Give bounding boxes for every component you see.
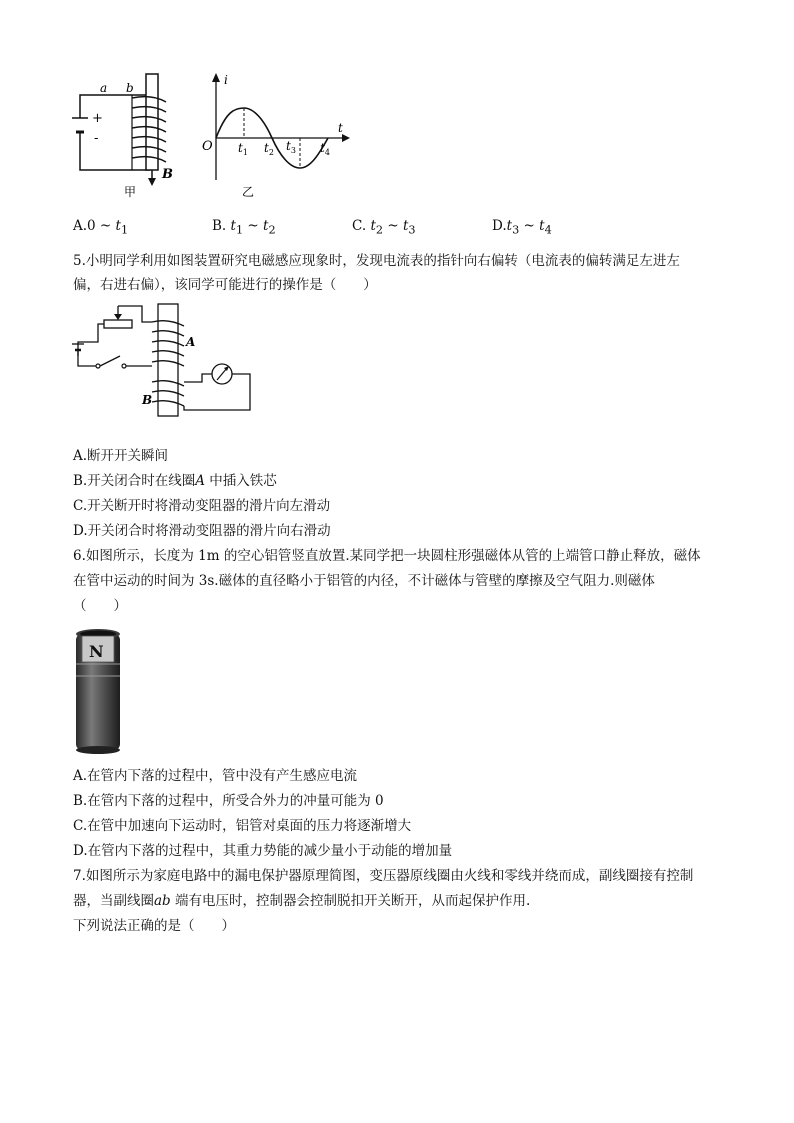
q4-option-c[interactable]: C. $t_2$ ~ $t_3$ [352,218,416,237]
q6-option-b[interactable]: B.在管内下落的过程中，所受合外力的冲量可能为 0 [73,793,384,809]
q7-stem-line1: 7.如图所示为家庭电路中的漏电保护器原理简图，变压器原线圈由火线和零线并绕而成，副线圈接有控制 [73,868,694,884]
origin-O: O [202,139,213,154]
label-minus: - [94,131,99,146]
q6-stem-line2: 在管中运动的时间为 3s.磁体的直径略小于铝管的内径，不计磁体与管壁的摩擦及空气阻力.则磁体 [73,573,655,589]
q6-option-d[interactable]: D.在管内下落的过程中，其重力势能的减少量小于动能的增加量 [73,843,453,859]
q6-option-c[interactable]: C.在管中加速向下运动时，铝管对桌面的压力将逐渐增大 [73,818,412,834]
q6-figure-aluminum-tube [72,626,124,756]
q6-stem-line1: 6.如图所示，长度为 1m 的空心铝管竖直放置.某同学把一块圆柱形强磁体从管的上端管口静止释放，磁体 [73,548,701,564]
label-plus: + [92,111,103,126]
label-N: N [89,642,104,661]
tick-t4: $t_4$ [320,141,330,157]
label-coil-a: A [186,335,196,349]
q5-stem-line2: 偏，右进右偏），该同学可能进行的操作是（ ） [73,277,377,293]
q6-option-a[interactable]: A.在管内下落的过程中，管中没有产生感应电流 [73,768,358,784]
q5-stem-line1: 5.小明同学利用如图装置研究电磁感应现象时，发现电流表的指针向右偏转（电流表的偏转满足左进左 [73,253,680,269]
q5-option-d[interactable]: D.开关闭合时将滑动变阻器的滑片向右滑动 [73,523,331,539]
label-B: B [162,167,173,182]
caption-yi: 乙 [242,185,255,199]
q4-option-b[interactable]: B. $t_1$ ~ $t_2$ [212,218,276,237]
tick-t3: $t_3$ [286,139,296,155]
label-coil-b: B [142,393,153,407]
figure-jia-circuit [70,70,190,200]
q5-option-a[interactable]: A.断开开关瞬间 [73,448,169,464]
q5-figure-circuit [72,300,257,420]
q5-option-b[interactable]: B.开关闭合时在线圈A 中插入铁芯 [73,473,277,489]
q7-stem-line2: 器，当副线圈ab 端有电压时，控制器会控制脱扣开关断开，从而起保护作用. [73,893,531,909]
figure-yi-graph [198,70,358,200]
q5-option-c[interactable]: C.开关断开时将滑动变阻器的滑片向左滑动 [73,498,331,514]
q6-stem-line3: （ ） [73,598,127,614]
caption-jia: 甲 [124,185,137,199]
tick-t1: $t_1$ [238,141,248,157]
q7-stem-line3: 下列说法正确的是（ ） [73,918,235,934]
tick-t2: $t_2$ [264,141,274,157]
label-a: a [100,81,108,95]
axis-t: t [338,121,343,135]
q4-option-a[interactable]: A.0 ~ $t_1$ [73,218,129,237]
label-b: b [126,81,134,95]
q4-option-d[interactable]: $D.t_3$ ~ $t_4$ [492,218,552,237]
axis-i: i [224,73,228,87]
